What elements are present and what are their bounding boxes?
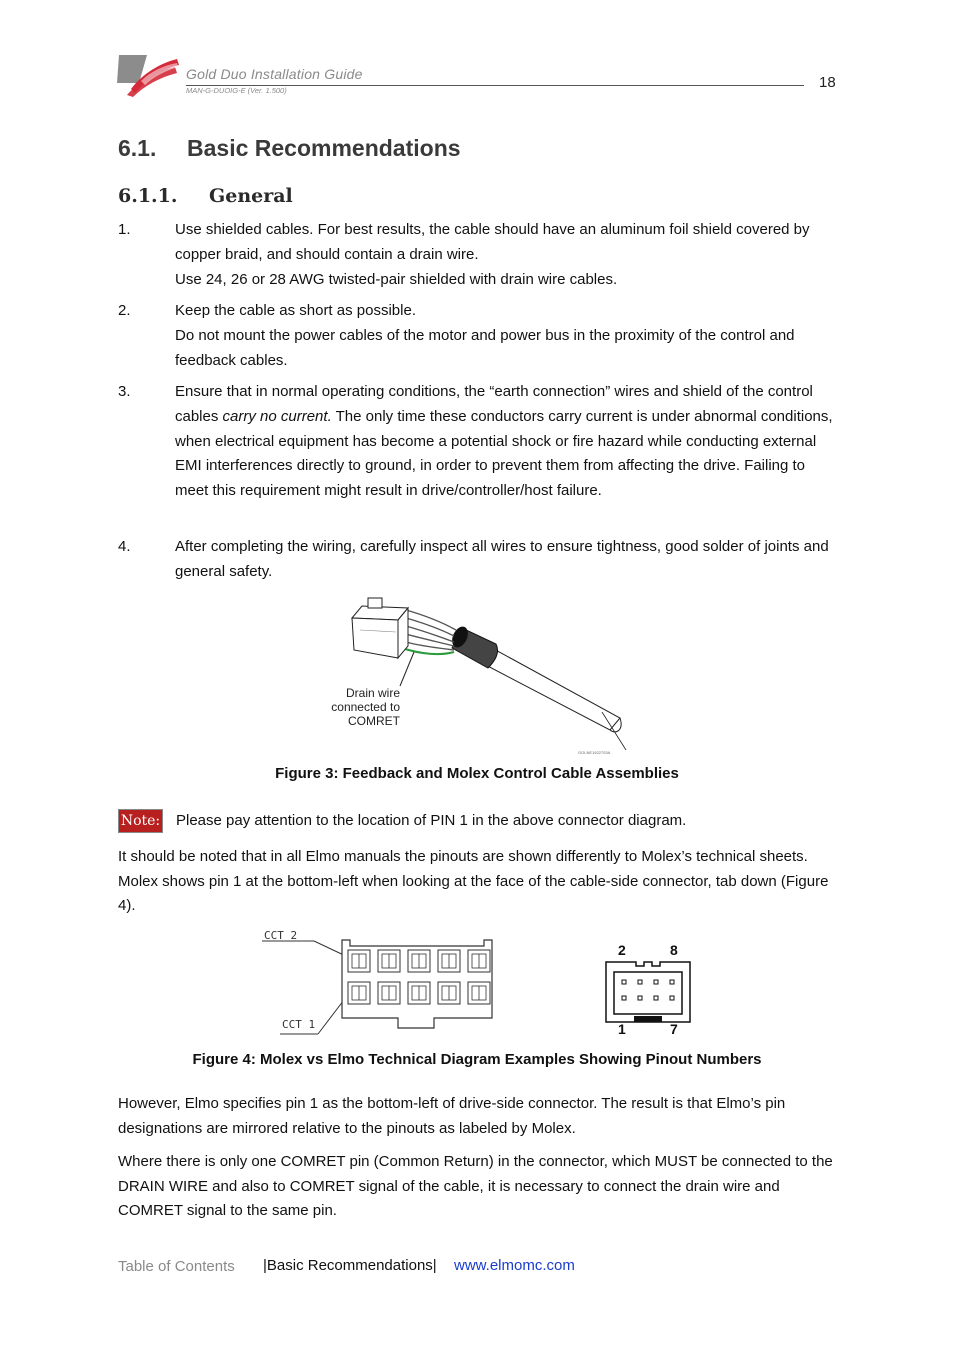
- list-item-text: After completing the wiring, carefully inspect all wires to ensure tightness, good solder of joints and general safety.: [175, 538, 829, 580]
- section-number: 6.1.: [118, 135, 157, 161]
- header-subtitle: MAN-G-DUOIG-E (Ver. 1.500): [186, 86, 287, 95]
- list-item-number: 3.: [118, 383, 131, 400]
- section-heading: [118, 135, 461, 162]
- figure3-caption: Figure 3: Feedback and Molex Control Cable Assemblies: [275, 765, 679, 782]
- paragraph: It should be noted that in all Elmo manuals the pinouts are shown differently to Molex’s technical sheets. Molex shows pin 1 at the bottom-left when looking at the face of the cable-side connector, tab down (Figure 4).: [118, 848, 829, 914]
- note-text: Please pay attention to the location of PIN 1 in the above connector diagram.: [176, 812, 687, 829]
- pin-label-top-right: 8: [670, 942, 678, 958]
- subsection-number: 6.1.1.: [118, 185, 178, 207]
- elmo-logo: [117, 53, 179, 97]
- page-number: 18: [819, 74, 836, 91]
- header-title: Gold Duo Installation Guide: [186, 66, 363, 82]
- list-item: [118, 299, 838, 373]
- list-item-number: 2.: [118, 302, 131, 319]
- list-item-number: 1.: [118, 221, 131, 238]
- paragraph: Where there is only one COMRET pin (Common Return) in the connector, which MUST be connected to the DRAIN WIRE and also to COMRET signal of the cable, it is necessary to connect the drain wire and COMRET signal to the same pin.: [118, 1153, 833, 1219]
- footer-section: |Basic Recommendations|: [263, 1257, 437, 1274]
- list-item-text: Use shielded cables. For best results, the cable should have an aluminum foil shield covered by copper braid, and should contain a drain wire.: [175, 221, 810, 263]
- paragraph: However, Elmo specifies pin 1 as the bottom-left of drive-side connector. The result is that Elmo’s pin designations are mirrored relative to the pinouts as labeled by Molex.: [118, 1095, 786, 1137]
- pin-label-top-left: 2: [618, 942, 626, 958]
- list-item: [118, 535, 838, 585]
- elmo-connector-diagram: [604, 958, 694, 1028]
- list-item-text: Use 24, 26 or 28 AWG twisted-pair shielded with drain wire cables.: [175, 270, 618, 288]
- list-item-number: 4.: [118, 538, 131, 555]
- drain-wire-label: Drain wire connected to COMRET: [331, 686, 400, 728]
- pin-label-bottom-right: 7: [670, 1021, 678, 1037]
- pin-label-bottom-left: 1: [618, 1021, 626, 1037]
- list-item: [118, 218, 838, 292]
- subsection-heading: [118, 185, 293, 207]
- emphasis: carry no current.: [222, 407, 332, 425]
- footer-toc-link[interactable]: Table of Contents: [118, 1258, 235, 1275]
- footer-website-link[interactable]: www.elmomc.com: [454, 1257, 575, 1274]
- note-badge: Note:: [118, 809, 163, 833]
- section-title: Basic Recommendations: [187, 135, 461, 161]
- list-item-text: Do not mount the power cables of the motor and power bus in the proximity of the control and feedback cables.: [175, 326, 795, 369]
- list-item: [118, 380, 838, 530]
- figure4-caption: Figure 4: Molex vs Elmo Technical Diagram Examples Showing Pinout Numbers: [192, 1051, 762, 1068]
- cct2-label: CCT 2: [264, 929, 298, 942]
- list-item-text: Keep the cable as short as possible.: [175, 302, 416, 319]
- cct1-label: CCT 1: [282, 1018, 316, 1031]
- list-item-text: Ensure that in normal operating conditions, the “earth connection” wires and shield of the control cables carry no current. The only time these conductors carry current is under abnormal conditions, when electrical equipment has become a potential shock or fire hazard while conducting external EMI interferences directly to ground, in order to prevent them from affecting the drive. Failing to meet this requirement might result in drive/controller/host failure.: [175, 383, 833, 500]
- subsection-title: General: [209, 185, 293, 207]
- svg-text:GOLNE1922703A: GOLNE1922703A: [578, 750, 611, 755]
- cable-assembly-figure: [320, 590, 640, 760]
